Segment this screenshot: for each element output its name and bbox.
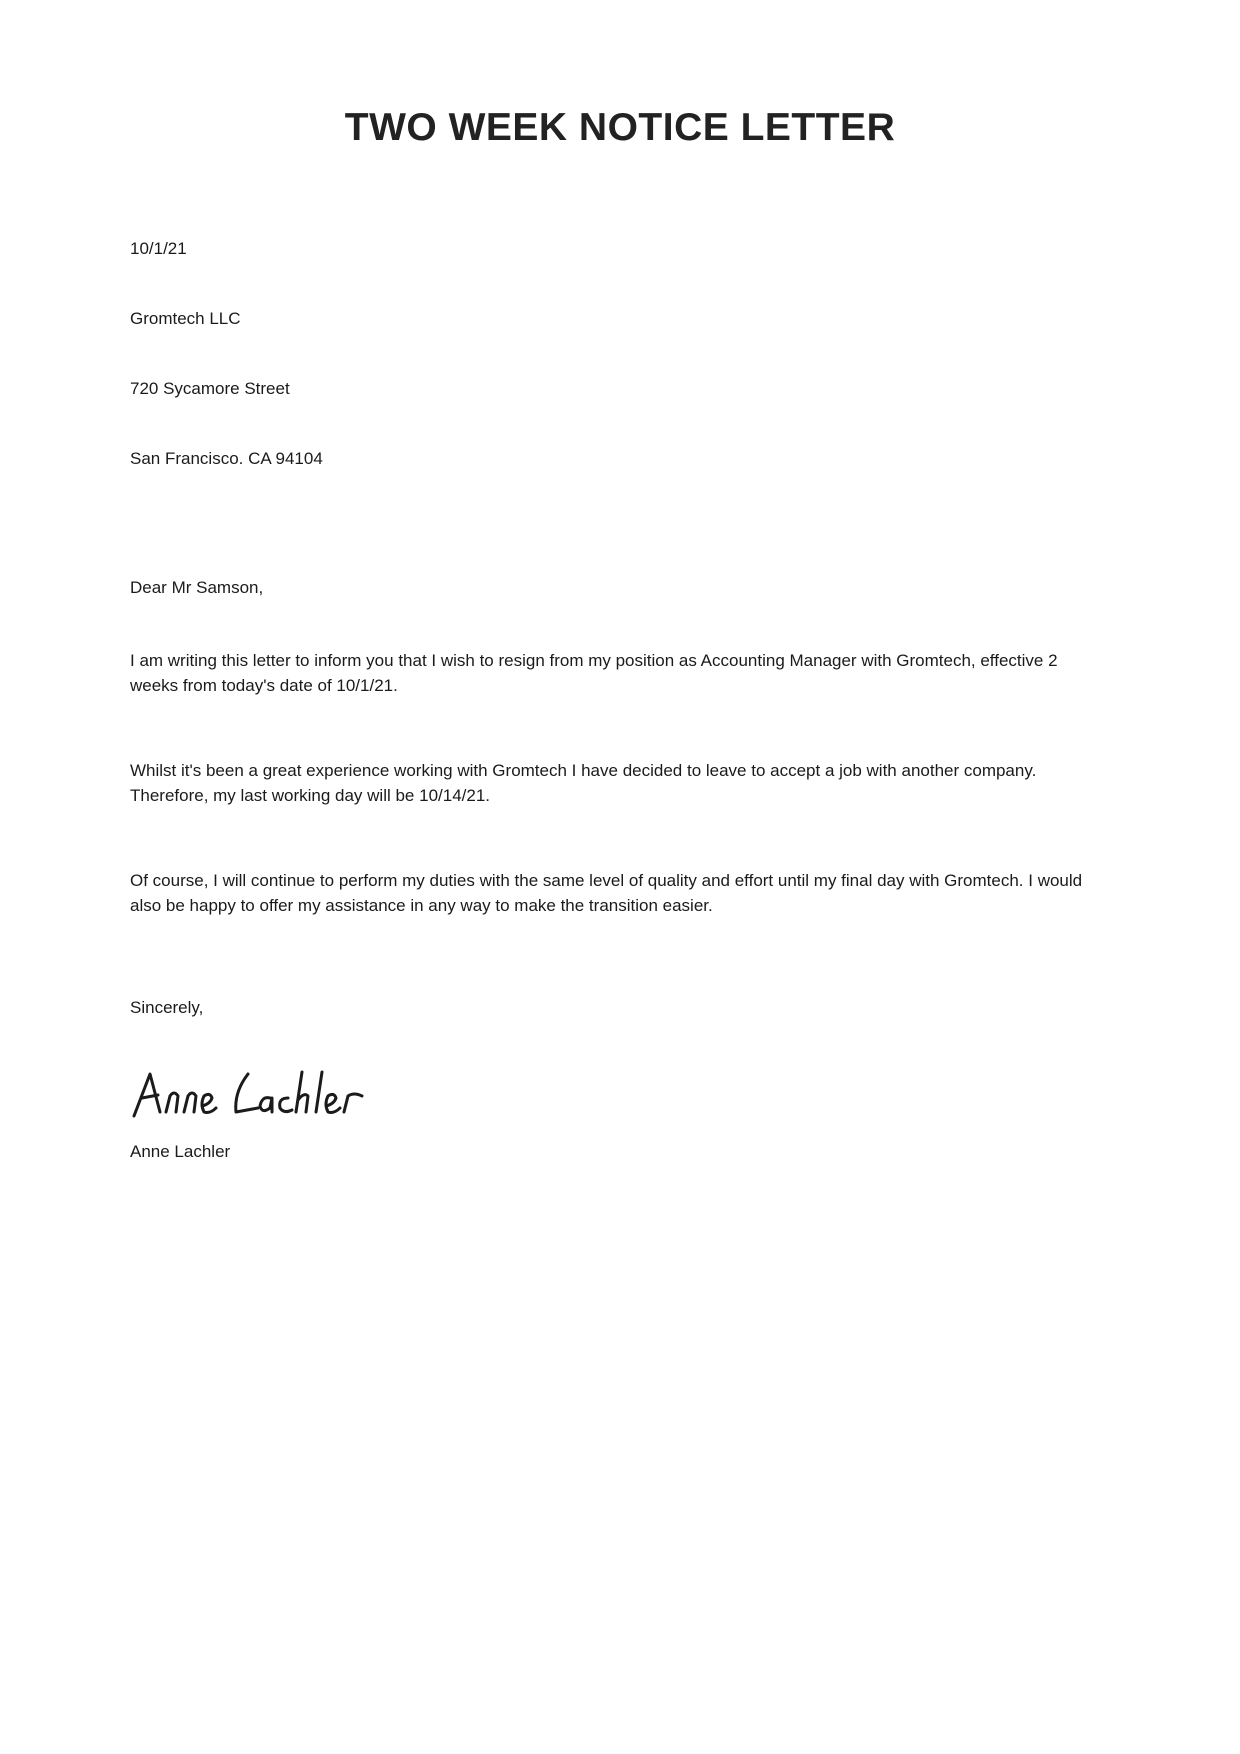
address-city: San Francisco. CA 94104 [130, 449, 323, 468]
handwritten-signature [130, 1062, 370, 1122]
body-paragraph-1: I am writing this letter to inform you that I wish to resign from my position as Accounting Manager with Gromtech, effective 2 weeks from today's date of 10/1/21. [130, 651, 1058, 695]
salutation: Dear Mr Samson, [130, 578, 264, 597]
closing: Sincerely, [130, 998, 204, 1017]
address-street: 720 Sycamore Street [130, 379, 290, 398]
sender-name: Anne Lachler [130, 1142, 231, 1161]
address-company: Gromtech LLC [130, 309, 241, 328]
letter-date: 10/1/21 [130, 239, 187, 258]
body-paragraph-2: Whilst it's been a great experience working with Gromtech I have decided to leave to accept a job with another company. Therefore, my last working day will be 10/14/21. [130, 761, 1037, 805]
letter-title: TWO WEEK NOTICE LETTER [344, 106, 896, 149]
body-paragraph-3: Of course, I will continue to perform my duties with the same level of quality and effort until my final day with Gromtech. I would also be happy to offer my assistance in any way to make the transition easier. [130, 871, 1083, 915]
